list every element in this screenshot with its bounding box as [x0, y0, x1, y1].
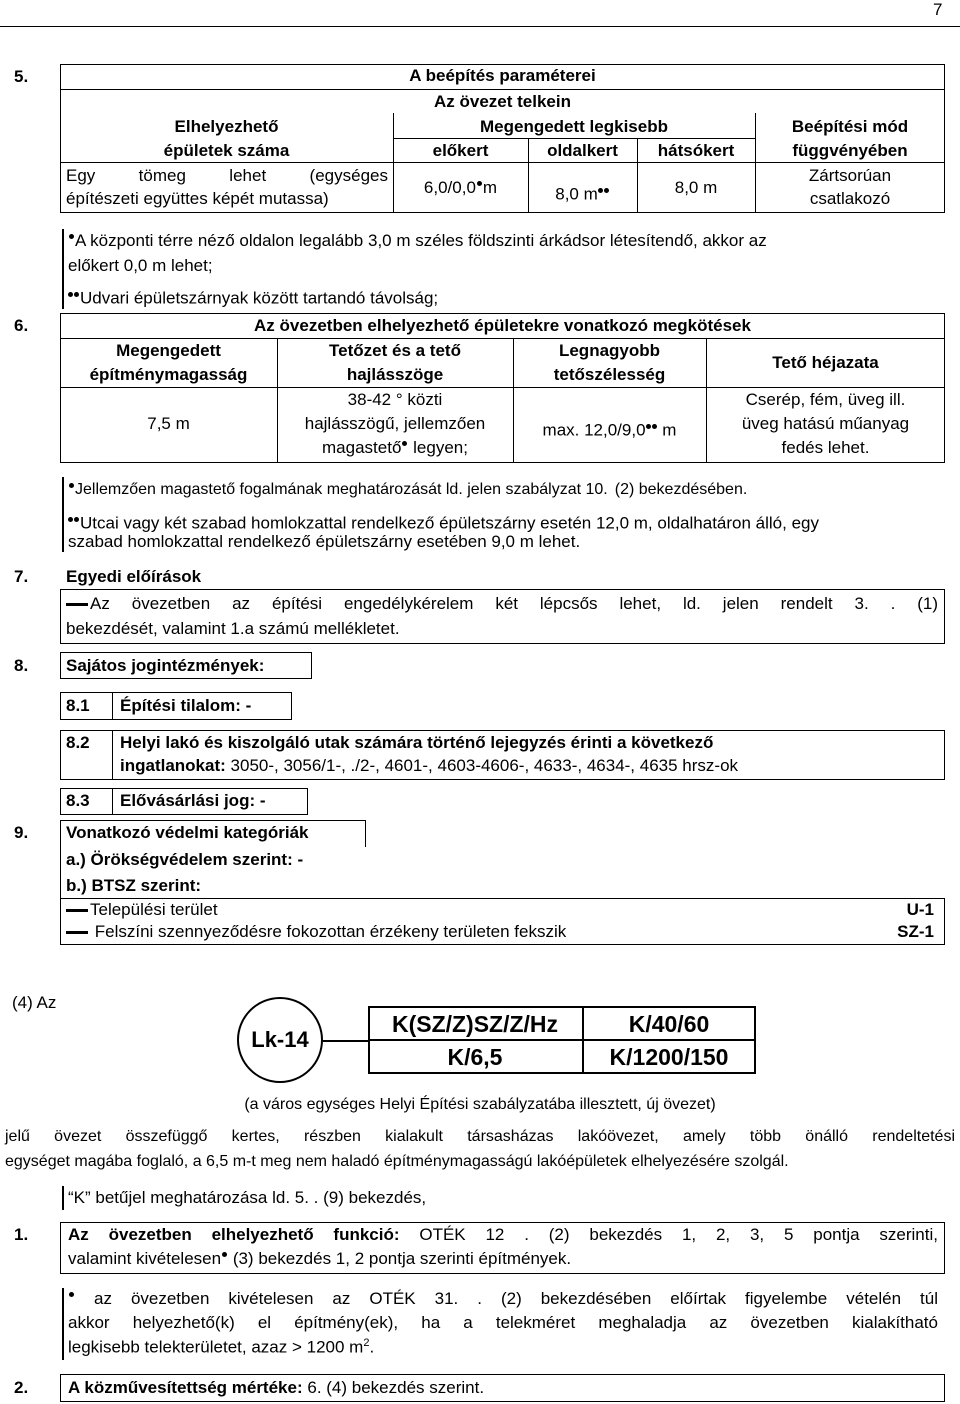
- section-8-3-text: Elővásárlási jog: -: [120, 791, 266, 810]
- v-roof-l1: 38-42 ° közti: [347, 390, 443, 409]
- row-buildings-l1: Egy tömeg lehet (egységes: [66, 166, 388, 185]
- v-roof-l3: magastető legyen;: [322, 438, 468, 457]
- item-2-text: A közművesítettség mértéke: 6. (4) bekezdés szerint.: [68, 1378, 485, 1397]
- zone-connector: [323, 1040, 368, 1042]
- v-cover-l2: üveg hatású műanyag: [741, 414, 910, 433]
- section-7-number: 7.: [14, 567, 29, 586]
- section-9-title: Vonatkozó védelmi kategóriák: [66, 823, 309, 842]
- col-header-front: előkert: [432, 141, 489, 160]
- h-cover: Tető héjazata: [772, 353, 879, 372]
- section-5-note-2: Udvari épületszárnyak között tartandó távolság;: [68, 282, 438, 309]
- section-7-left: [60, 589, 61, 644]
- zone-caption: (a város egységes Helyi Építési szabályzatába illesztett, új övezet): [244, 1096, 716, 1113]
- col-header-buildings: Elhelyezhető: [174, 117, 279, 136]
- section-8-2-text-2: ingatlanokat: 3050-, 3056/1-, ./2-, 4601-, 4603-4606-, 4633-, 4634-, 4635 hrsz-ok: [120, 756, 739, 775]
- page-number: 7: [933, 0, 943, 19]
- section-9-row-2: Felszíni szennyeződésre fokozottan érzékeny területen fekszik: [66, 922, 566, 942]
- v-cover-l3: fedés lehet.: [781, 438, 870, 457]
- col-header-mode-2: függvényében: [792, 141, 908, 160]
- item-1-text-l2: valamint kivételesen (3) bekezdés 1, 2 pontja szerinti építmények.: [68, 1249, 572, 1268]
- value-mode-l2: csatlakozó: [809, 189, 891, 208]
- h-width: Legnagyobb: [558, 341, 661, 360]
- col-header-mode: Beépítési mód: [791, 117, 909, 136]
- paragraph-4-label: (4) Az: [12, 993, 57, 1012]
- section-8-2-number: 8.2: [66, 733, 90, 752]
- value-side: 8,0 m: [528, 178, 637, 205]
- col-header-buildings-2: épületek száma: [163, 141, 290, 160]
- row-buildings-l2: építészeti együttes képét mutassa): [66, 189, 329, 208]
- section-6-note-2b: szabad homlokzattal rendelkező épületszárny esetében 9,0 m lehet.: [68, 532, 581, 551]
- zone-key-4: K/1200/150: [609, 1044, 729, 1070]
- section-7-title: Egyedi előírások: [66, 567, 202, 586]
- col-header-min: Megengedett legkisebb: [480, 117, 668, 136]
- header-rule: [0, 26, 960, 27]
- table-title: A beépítés paraméterei: [409, 66, 596, 85]
- h-height-2: építménymagasság: [89, 365, 248, 384]
- section-6-note-2: Utcai vagy két szabad homlokzattal rendelkező épületszárny esetén 12,0 m, oldalhatáron álló, egy: [68, 507, 819, 534]
- value-front: 6,0/0,0 m: [423, 178, 498, 197]
- item-1-number: 1.: [14, 1225, 29, 1244]
- zone-description-l2: egységet magába foglaló, a 6,5 m-t meg nem haladó építménymagasságú lakóépületek elhelyezésére szolgál.: [5, 1153, 789, 1170]
- col-header-side: oldalkert: [547, 141, 618, 160]
- section-8-1-number: 8.1: [66, 696, 90, 715]
- item-2-number: 2.: [14, 1378, 29, 1397]
- v-height: 7,5 m: [147, 414, 190, 433]
- section-9-a: a.) Örökségvédelem szerint: -: [66, 850, 304, 869]
- section-8-1-text: Építési tilalom: -: [120, 696, 252, 715]
- v-roof-l2: hajlásszögű, jellemzően: [304, 414, 486, 433]
- section-8-title: Sajátos jogintézmények:: [66, 656, 265, 675]
- section-9-b: b.) BTSZ szerint:: [66, 876, 202, 895]
- section-9-number: 9.: [14, 823, 29, 842]
- section-7-right: [944, 589, 945, 644]
- section-7-rule-b: [60, 643, 945, 644]
- section-9-row-1: Települési terület: [66, 900, 218, 920]
- section-7-rule: [60, 589, 945, 590]
- section-5-note-1b: előkert 0,0 m lehet;: [68, 256, 213, 275]
- note-bar: [62, 1288, 64, 1360]
- item-1-note-l3: legkisebb telekterületet, azaz > 1200 $m^2$.: [68, 1337, 375, 1357]
- section-5-number: 5.: [14, 67, 29, 86]
- section-8-3-number: 8.3: [66, 791, 90, 810]
- h-height: Megengedett: [116, 341, 221, 360]
- zone-key-1: K(SZ/Z)SZ/Z/Hz: [391, 1011, 559, 1037]
- item-1-text-l1: Az övezetben elhelyezhető funkció: OTÉK 12 . (2) bekezdés 1, 2, 3, 5 pontja szerinti,: [68, 1225, 938, 1244]
- section-7-text-l1: Az övezetben az építési engedélykérelem két lépcsős lehet, ld. jelen rendelt 3. . (1): [66, 594, 938, 614]
- value-mode-l1: Zártsorúan: [808, 166, 892, 185]
- value-rear: 8,0 m: [674, 178, 718, 197]
- section-6-number: 6.: [14, 316, 29, 335]
- note-bar: [62, 229, 64, 309]
- h-width-2: tetőszélesség: [553, 365, 666, 384]
- section-9-row-2-code: SZ-1: [897, 922, 934, 941]
- k-letter-note: “K” betűjel meghatározása ld. 5. . (9) bekezdés,: [68, 1188, 427, 1207]
- zone-description-l1: jelű övezet összefüggő kertes, részben kialakult társasházas lakóövezet, amely több önálló rendeltetési: [5, 1128, 955, 1145]
- zone-key-3: K/6,5: [447, 1044, 503, 1070]
- item-1-note-l1: az övezetben kivételesen az OTÉK 31. . (2) bekezdésében előírtak figyelembe vételén túl: [68, 1289, 938, 1309]
- note-bar: [62, 1186, 64, 1210]
- col-header-rear: hátsókert: [657, 141, 735, 160]
- table-subtitle: Az övezet telkein: [434, 92, 571, 111]
- section-6-note-1: Jellemzően magastető fogalmának meghatározását ld. jelen szabályzat 10. (2) bekezdésében.: [68, 481, 747, 499]
- zone-key-2: K/40/60: [628, 1011, 710, 1037]
- zone-code: Lk-14: [251, 1027, 309, 1052]
- section-5-note-1: A központi térre néző oldalon legalább 3,0 m széles földszinti árkádsor létesítendő, akkor az: [68, 231, 767, 251]
- item-1-note-l2: akkor helyezhető(k) el építmény(ek), ha a telekméret meghaladja az övezetben kialakítható: [68, 1313, 938, 1332]
- section-8-2-text: Helyi lakó és kiszolgáló utak számára történő lejegyzés érinti a következő: [120, 733, 714, 752]
- v-cover-l1: Cserép, fém, üveg ill.: [745, 390, 906, 409]
- h-roof-2: hajlásszöge: [346, 365, 444, 384]
- v-width: max. 12,0/9,0 m: [542, 420, 677, 440]
- section-7-text-l2: bekezdését, valamint 1.a számú mellékletet.: [66, 619, 400, 638]
- h-roof: Tetőzet és a tető: [329, 341, 461, 360]
- section-9-row-1-code: U-1: [906, 900, 934, 919]
- note-bar: [62, 477, 64, 552]
- section-6-title: Az övezetben elhelyezhető épületekre vonatkozó megkötések: [254, 316, 751, 335]
- section-8-number: 8.: [14, 656, 29, 675]
